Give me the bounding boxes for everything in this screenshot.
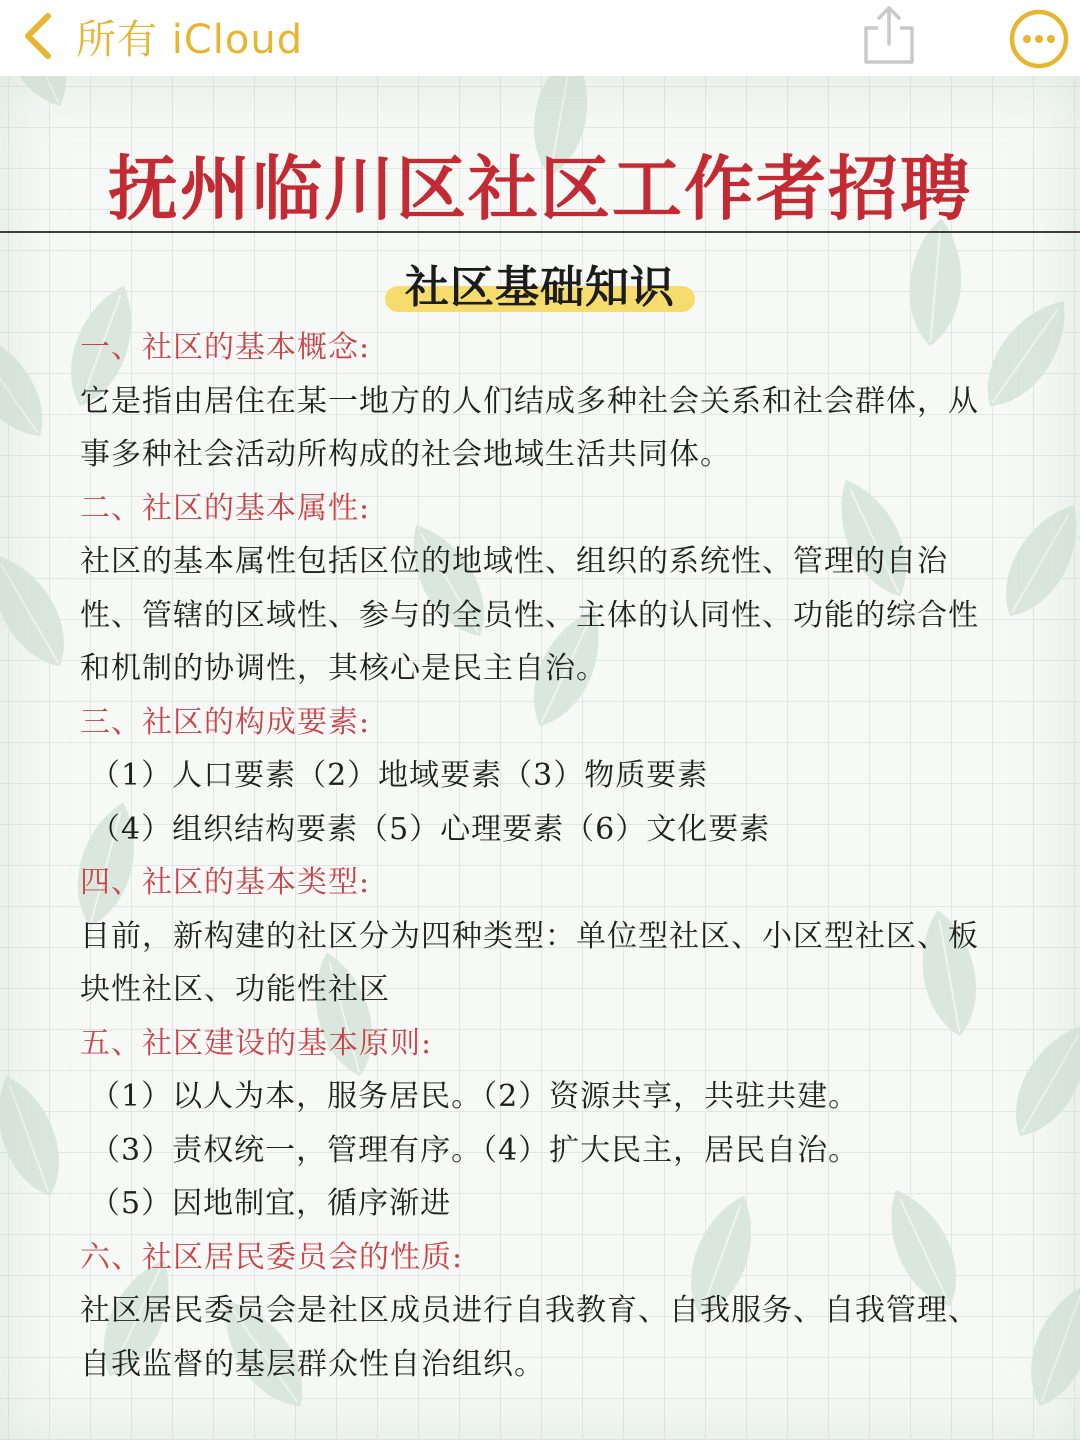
- navigation-bar: [0, 0, 1080, 76]
- list-item: （4）组织结构要素（5）心理要素（6）文化要素: [90, 811, 771, 847]
- title-divider: [0, 231, 1080, 233]
- page-title: 抚州临川区社区工作者招聘: [108, 147, 972, 230]
- body-text: 自我监督的基层群众性自治组织。: [80, 1346, 545, 1382]
- share-icon[interactable]: [858, 4, 920, 66]
- more-icon[interactable]: [1008, 8, 1070, 70]
- list-item: （1）以人为本，服务居民。（2）资源共享，共驻共建。: [90, 1079, 860, 1114]
- section-heading: 四、社区的基本类型:: [80, 865, 371, 900]
- body-text: 社区的基本属性包括区位的地域性、组织的系统性、管理的自治: [80, 544, 948, 579]
- section-heading: 二、社区的基本属性:: [80, 490, 371, 526]
- section-heading: 一、社区的基本概念:: [80, 330, 371, 365]
- section-heading: 六、社区居民委员会的性质:: [80, 1239, 464, 1275]
- section-heading: 三、社区的构成要素:: [80, 704, 371, 740]
- chevron-left-icon: [18, 10, 58, 62]
- list-item: （3）责权统一，管理有序。（4）扩大民主，居民自治。: [90, 1132, 860, 1168]
- section-subtitle: 社区基础知识: [393, 256, 687, 320]
- subtitle-banner: [0, 256, 1080, 320]
- back-label: 所有 iCloud: [76, 16, 304, 63]
- body-text: 目前，新构建的社区分为四种类型：单位型社区、小区型社区、板: [80, 918, 979, 954]
- body-text: 和机制的协调性，其核心是民主自治。: [80, 651, 607, 686]
- body-text: 社区居民委员会是社区成员进行自我教育、自我服务、自我管理、: [80, 1293, 979, 1328]
- body-text: 它是指由居住在某一地方的人们结成多种社会关系和社会群体，从: [80, 383, 979, 419]
- note-canvas: [0, 76, 1080, 1440]
- body-text: 块性社区、功能性社区: [80, 972, 390, 1007]
- body-text: 性、管辖的区域性、参与的全员性、主体的认同性、功能的综合性: [80, 597, 979, 633]
- list-item: （1）人口要素（2）地域要素（3）物质要素: [90, 758, 709, 793]
- body-text: 事多种社会活动所构成的社会地域生活共同体。: [80, 437, 731, 472]
- note-body: [80, 321, 1010, 1391]
- list-item: （5）因地制宜，循序渐进: [90, 1186, 452, 1221]
- section-heading: 五、社区建设的基本原则:: [80, 1025, 433, 1061]
- back-button[interactable]: [18, 6, 303, 66]
